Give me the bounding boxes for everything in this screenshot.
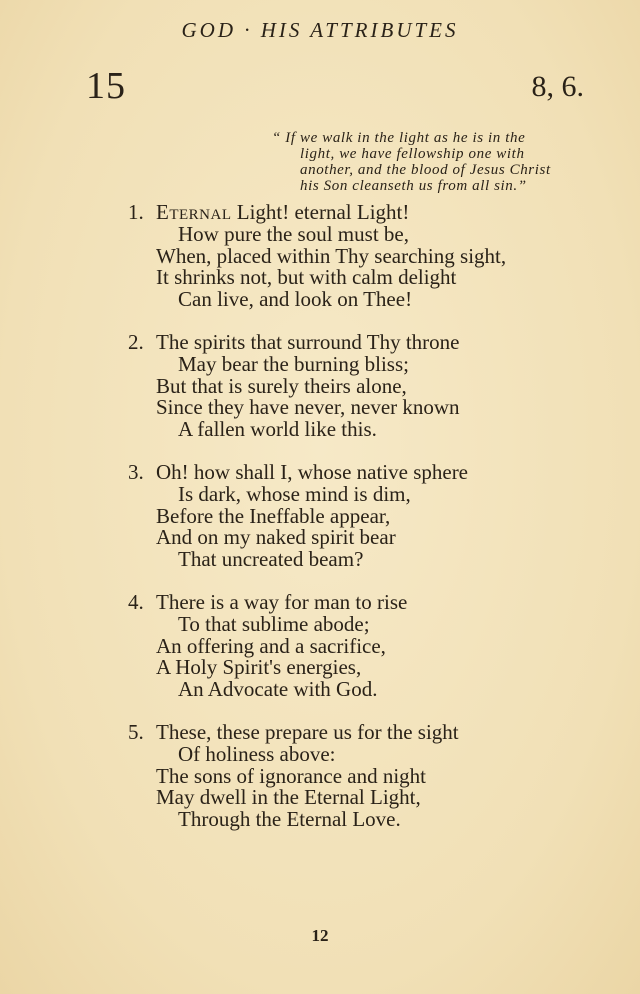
stanza-line-text: There is a way for man to rise	[156, 590, 408, 614]
stanza-line: A Holy Spirit's energies,	[156, 655, 362, 680]
stanza-number: 4.	[128, 590, 144, 614]
stanza-number: 3.	[128, 460, 144, 484]
stanza-line: Since they have never, never known	[156, 395, 460, 420]
stanza-line: And on my naked spirit bear	[156, 525, 396, 550]
stanza-line: An Advocate with God.	[178, 677, 378, 702]
stanza-line: May bear the burning bliss;	[178, 351, 409, 376]
stanza-line	[128, 722, 598, 744]
stanza-2	[128, 332, 598, 441]
stanza-line: To that sublime abode;	[178, 611, 370, 636]
stanza-line: May dwell in the Eternal Light,	[156, 785, 421, 810]
stanza-line: Can live, and look on Thee!	[178, 287, 413, 312]
stanza-line: Before the Ineffable appear,	[156, 503, 391, 528]
stanza-line: Is dark, whose mind is dim,	[178, 481, 411, 506]
scripture-epigraph	[272, 130, 592, 194]
epigraph-line: light, we have fellowship one with	[300, 146, 525, 162]
stanza-line: The sons of ignorance and night	[156, 763, 427, 788]
stanza-4	[128, 592, 598, 701]
stanza-line-text: Light! eternal Light!	[231, 200, 410, 224]
stanza-line	[128, 592, 598, 614]
stanza-line: Through the Eternal Love.	[178, 807, 401, 832]
stanza-5	[128, 722, 598, 831]
stanza-line	[128, 202, 598, 224]
epigraph-line: another, and the blood of Jesus Christ	[300, 162, 551, 178]
stanza-line: Of holiness above:	[178, 741, 336, 766]
epigraph-line: his Son cleanseth us from all sin.”	[300, 178, 527, 194]
stanza-1	[128, 202, 598, 311]
stanza-line: It shrinks not, but with calm delight	[156, 265, 457, 290]
stanza-number: 2.	[128, 330, 144, 354]
page-number: 12	[311, 926, 329, 945]
stanza-number: 5.	[128, 720, 144, 744]
stanza-first-word: Eternal	[156, 200, 232, 224]
hymn-number: 15	[86, 65, 126, 107]
stanza-3	[128, 462, 598, 571]
stanza-number: 1.	[128, 200, 144, 224]
stanza-line: That uncreated beam?	[178, 547, 364, 572]
stanza-line	[128, 462, 598, 484]
stanza-line: How pure the soul must be,	[178, 221, 409, 246]
stanza-line: An offering and a sacrifice,	[156, 633, 386, 658]
running-head: GOD · HIS ATTRIBUTES	[181, 18, 459, 42]
stanza-line-text: Oh! how shall I, whose native sphere	[156, 460, 469, 484]
stanza-line-text: These, these prepare us for the sight	[156, 720, 459, 744]
stanza-line-text: The spirits that surround Thy throne	[156, 330, 460, 354]
stanza-line: When, placed within Thy searching sight,	[156, 243, 507, 268]
stanza-line	[128, 332, 598, 354]
epigraph-line: “ If we walk in the light as he is in the	[272, 130, 526, 146]
hymn-meter: 8, 6.	[531, 70, 584, 103]
stanza-line: But that is surely theirs alone,	[156, 373, 407, 398]
stanza-line: A fallen world like this.	[178, 417, 377, 442]
